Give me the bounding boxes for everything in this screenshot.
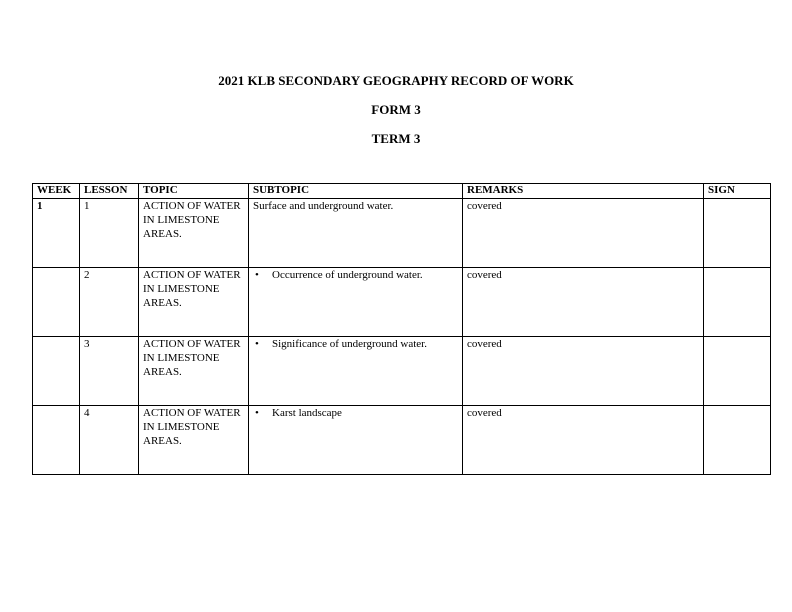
week-cell [33,406,80,475]
header-sign: SIGN [704,184,771,199]
subtopic-cell [249,406,463,475]
header-topic: TOPIC [139,184,249,199]
table-row [33,268,771,337]
lesson-cell: 1 [80,199,139,268]
header-remarks: REMARKS [463,184,704,199]
bullet-icon: • [255,269,259,281]
sign-cell [704,268,771,337]
week-cell: 1 [33,199,80,268]
topic-cell: ACTION OF WATER IN LIMESTONE AREAS. [139,337,249,406]
bullet-list-item [253,338,458,352]
table-row [33,199,771,268]
document-title: 2021 KLB SECONDARY GEOGRAPHY RECORD OF WORK [218,73,574,88]
sign-cell [704,199,771,268]
remarks-cell: covered [463,337,704,406]
sign-cell [704,406,771,475]
remarks-cell: covered [463,268,704,337]
subtopic-text: Karst landscape [272,407,342,419]
sign-cell [704,337,771,406]
lesson-cell: 4 [80,406,139,475]
bullet-list-item [253,407,458,421]
subtopic-text: Significance of underground water. [272,338,427,350]
bullet-icon: • [255,338,259,350]
record-of-work-table [32,183,771,475]
header-week: WEEK [33,184,80,199]
topic-cell: ACTION OF WATER IN LIMESTONE AREAS. [139,199,249,268]
lesson-cell: 3 [80,337,139,406]
table-row [33,337,771,406]
header-subtopic: SUBTOPIC [249,184,463,199]
week-cell [33,337,80,406]
bullet-list-item [253,269,458,283]
bullet-icon: • [255,407,259,419]
table-row [33,406,771,475]
subtopic-text: Occurrence of underground water. [272,269,423,281]
table-header-row [33,184,771,199]
topic-cell: ACTION OF WATER IN LIMESTONE AREAS. [139,268,249,337]
subtopic-cell [249,268,463,337]
week-cell [33,268,80,337]
header-lesson: LESSON [80,184,139,199]
remarks-cell: covered [463,199,704,268]
remarks-cell: covered [463,406,704,475]
subtopic-cell [249,337,463,406]
topic-cell: ACTION OF WATER IN LIMESTONE AREAS. [139,406,249,475]
form-heading: FORM 3 [371,102,421,117]
lesson-cell: 2 [80,268,139,337]
term-heading: TERM 3 [371,131,421,146]
subtopic-cell: Surface and underground water. [249,199,463,268]
